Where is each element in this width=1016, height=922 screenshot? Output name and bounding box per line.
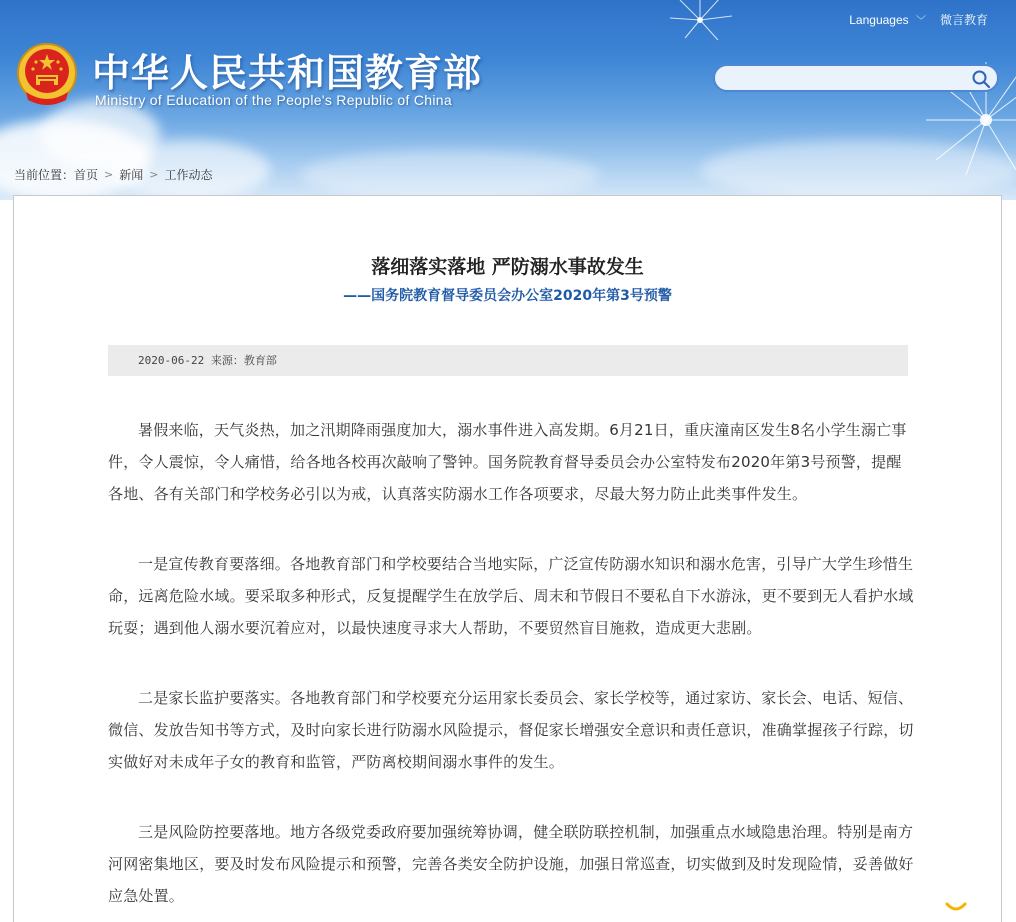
article-body <box>108 414 914 922</box>
article-paragraph: 三是风险防控要落地。地方各级党委政府要加强统筹协调，健全联防联控机制，加强重点水域隐患治理。特别是南方河网密集地区，要及时发布风险提示和预警，完善各类安全防护设施，加强日常巡查，切实做到及时发现险情，妥善做好应急处置。 <box>108 823 914 905</box>
article-paragraph: 一是宣传教育要落细。各地教育部门和学校要结合当地实际，广泛宣传防溺水知识和溺水危害，引导广大学生珍惜生命，远离危险水域。要采取多种形式，反复提醒学生在放学后、周末和节假日不要私自下水游泳，更不要到无人看护水域玩耍；遇到他人溺水要沉着应对，以最快速度寻求大人帮助，不要贸然盲目施救，造成更大悲剧。 <box>108 555 914 637</box>
chevron-right-icon: > <box>149 168 159 181</box>
ministry-title-en: Ministry of Education of the People's Republic of China <box>95 92 452 108</box>
breadcrumb <box>14 166 213 183</box>
article-subtitle: ——国务院教育督导委员会办公室2020年第3号预警 <box>343 288 672 304</box>
loading-spinner-icon <box>945 902 967 912</box>
weibo-link[interactable]: 微言教育 <box>939 13 988 27</box>
breadcrumb-home[interactable]: 首页 <box>74 168 99 182</box>
dandelion-decoration-icon <box>640 0 760 50</box>
article-paragraph: 暑假来临，天气炎热，加之汛期降雨强度加大，溺水事件进入高发期。6月21日，重庆潼南区发生8名小学生溺亡事件，令人震惊，令人痛惜，给各地各校再次敲响了警钟。国务院教育督导委员会办公室特发布2020年第3号预警，提醒各地、各有关部门和学校务必引以为戒，认真落实防溺水工作各项要求，尽最大努力防止此类事件发生。 <box>108 421 907 503</box>
languages-label: Languages <box>849 13 909 27</box>
languages-dropdown[interactable] <box>849 12 926 27</box>
breadcrumb-news[interactable]: 新闻 <box>119 168 144 182</box>
breadcrumb-prefix: 当前位置： <box>14 168 75 182</box>
article-meta-bar <box>108 345 908 376</box>
search-input[interactable] <box>727 69 971 89</box>
article-paragraph: 二是家长监护要落实。各地教育部门和学校要充分运用家长委员会、家长学校等，通过家访、家长会、电话、短信、微信、发放告知书等方式，及时向家长进行防溺水风险提示，督促家长增强安全意识和责任意识，准确掌握孩子行踪，切实做好对未成年子女的教育和监管，严防离校期间溺水事件的发生。 <box>108 689 914 771</box>
search-icon[interactable] <box>971 69 991 89</box>
top-links <box>849 11 988 28</box>
chevron-down-icon: ﹀ <box>915 16 926 27</box>
search-box <box>713 64 999 92</box>
ministry-title-cn: 中华人民共和国教育部 <box>92 51 483 95</box>
chevron-right-icon: > <box>104 168 114 181</box>
breadcrumb-work-updates[interactable]: 工作动态 <box>164 168 213 182</box>
article-meta: 2020-06-22 来源：教育部 <box>138 354 277 367</box>
article-title: 落细落实落地 严防溺水事故发生 <box>371 256 644 278</box>
national-emblem-icon <box>16 42 78 108</box>
article-panel <box>13 195 1002 922</box>
